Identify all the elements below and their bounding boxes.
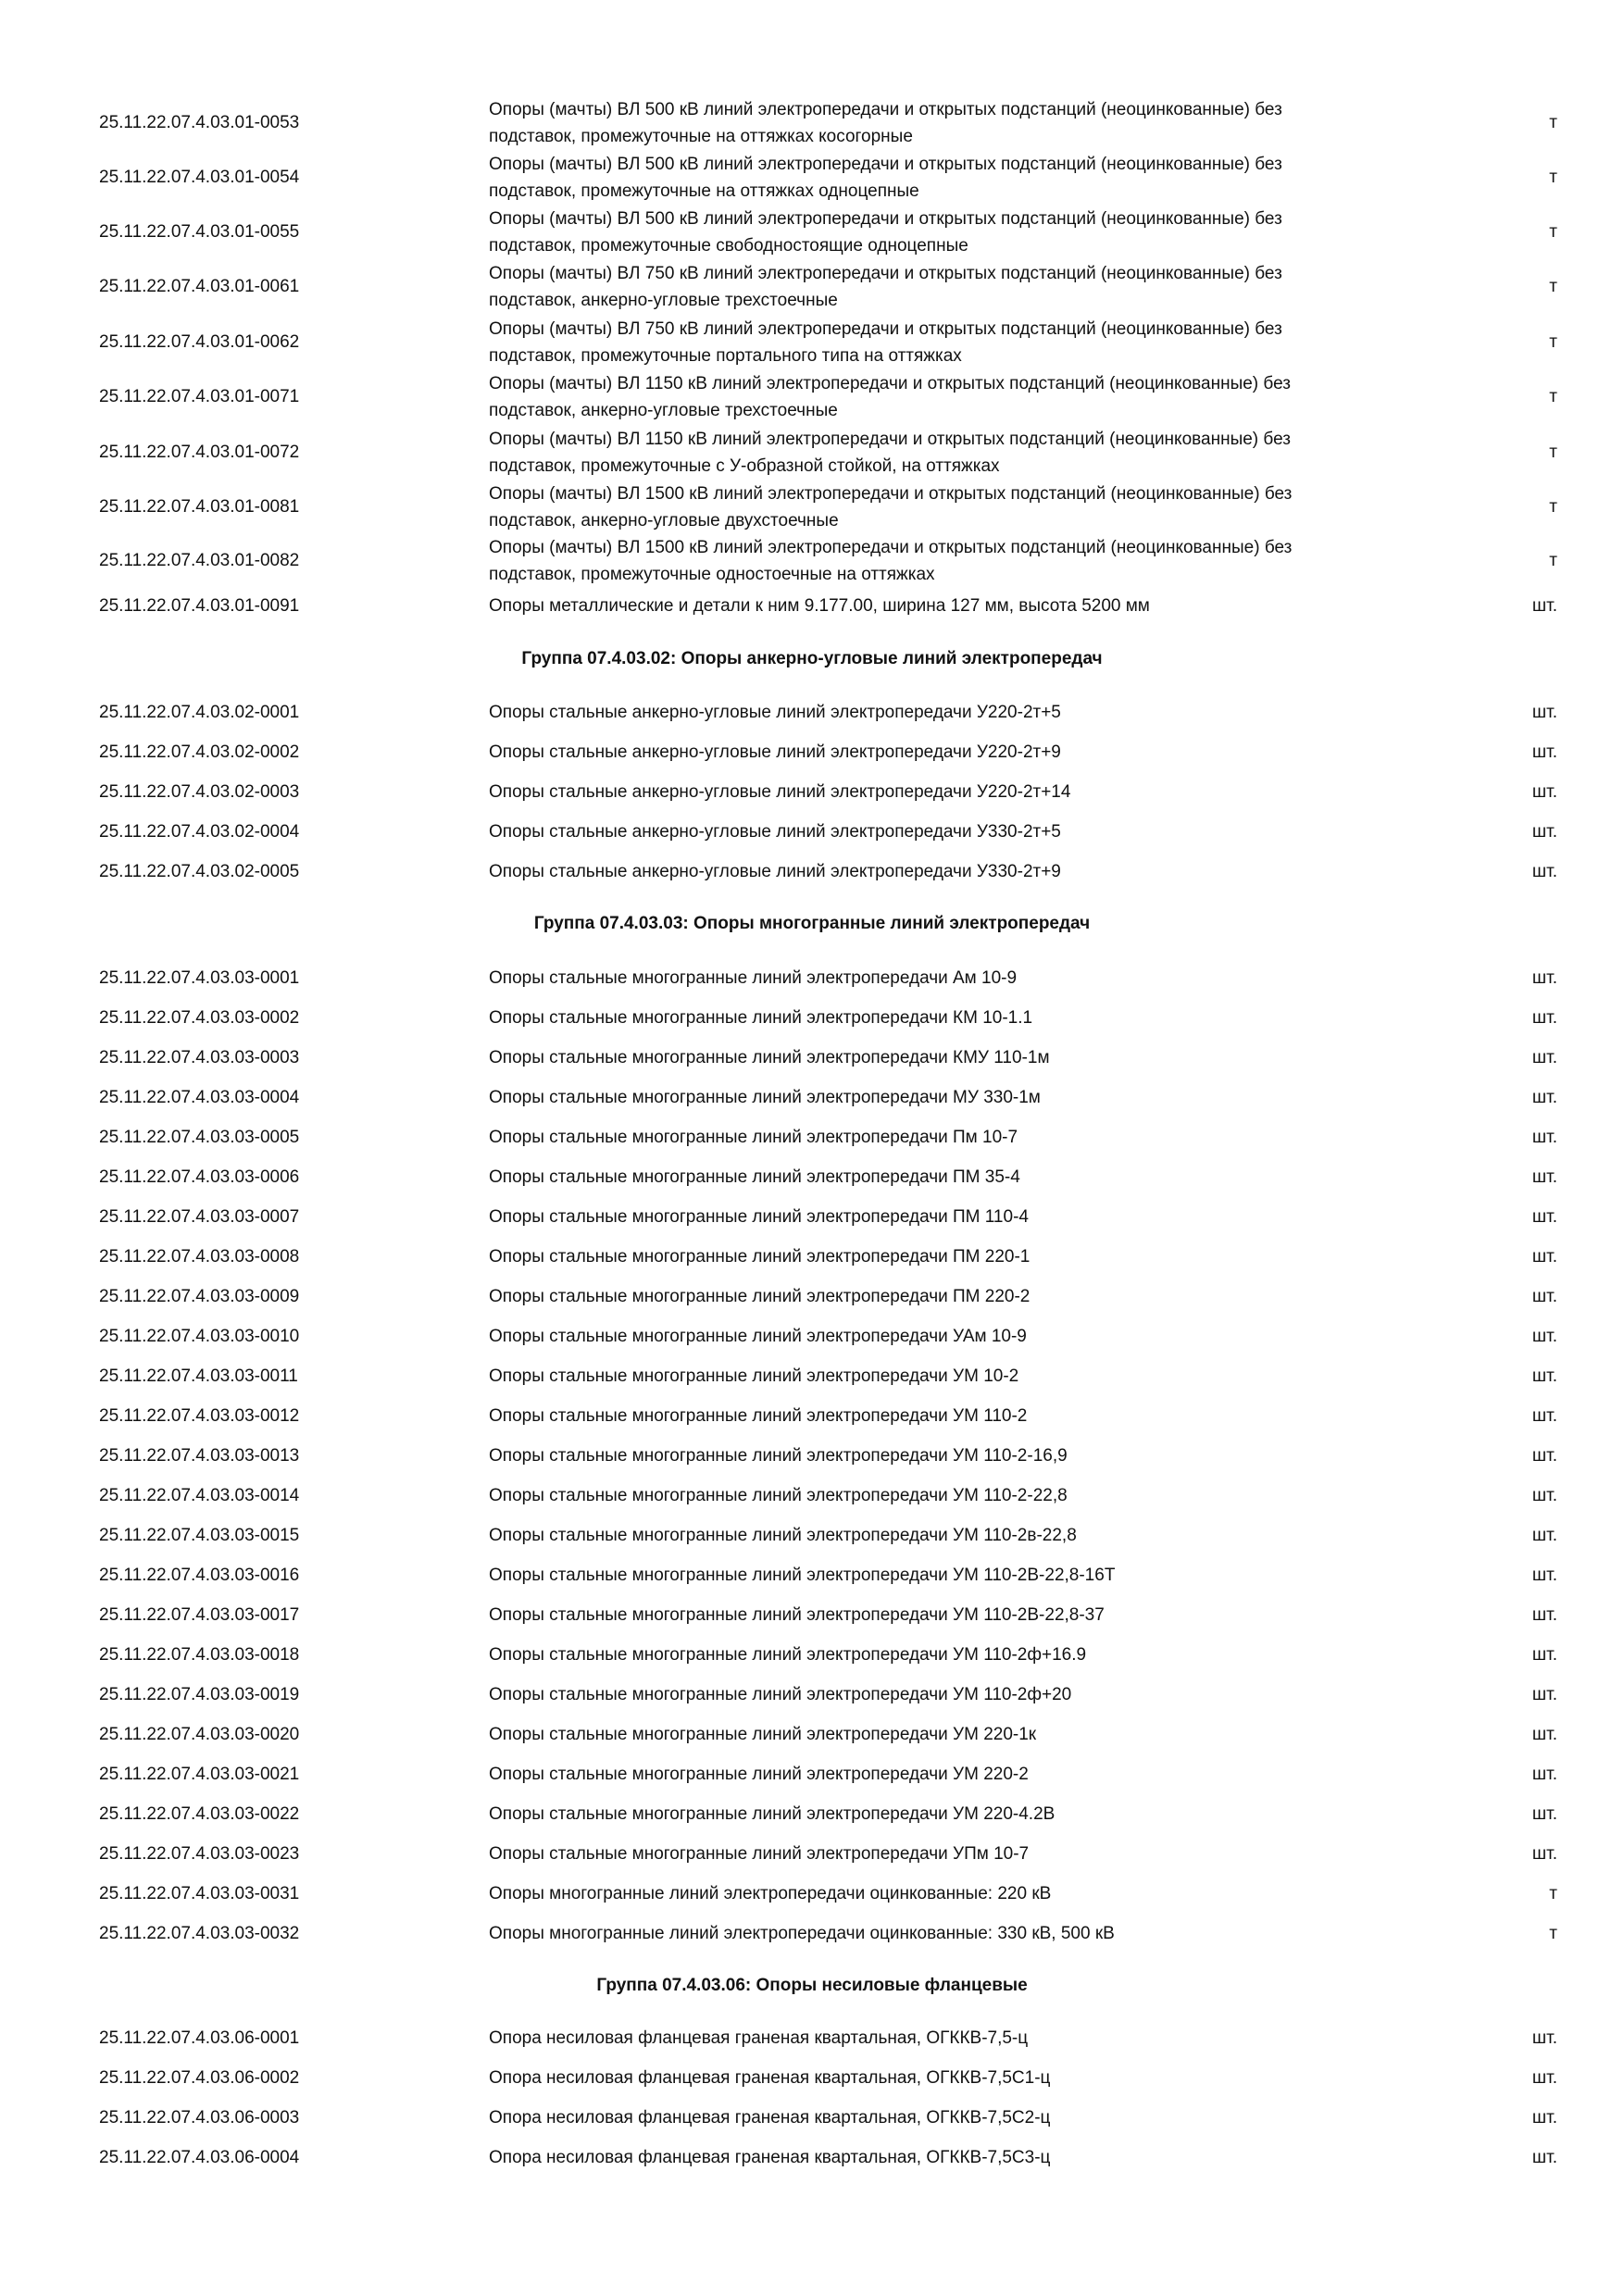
item-name — [489, 1841, 1415, 1868]
item-name — [489, 1482, 1415, 1510]
item-code: 25.11.22.07.4.03.03-0015 — [99, 1526, 300, 1545]
item-unit: шт. — [1531, 1128, 1557, 1147]
item-code: 25.11.22.07.4.03.02-0004 — [99, 822, 300, 842]
item-name — [489, 2025, 1415, 2053]
item-code: 25.11.22.07.4.03.03-0032 — [99, 1924, 300, 1943]
item-unit: т — [1549, 277, 1557, 296]
item-name-line: подставок, промежуточные портального типа на оттяжках — [489, 346, 962, 366]
item-name-line: подставок, анкерно-угловые двухстоечные — [489, 511, 839, 530]
item-name-line: Опора несиловая фланцевая граненая квартальная, ОГККВ-7,5С2-ц — [489, 2108, 1051, 2128]
item-name-line: Опоры стальные анкерно-угловые линий электропередачи У330-2т+9 — [489, 862, 1061, 881]
item-name — [489, 260, 1415, 314]
item-unit: т — [1549, 113, 1557, 132]
item-name-line: Опоры стальные многогранные линий электропередачи Пм 10-7 — [489, 1128, 1018, 1147]
item-name-line: Опора несиловая фланцевая граненая квартальная, ОГККВ-7,5С3-ц — [489, 2148, 1051, 2167]
item-unit: шт. — [1531, 1566, 1557, 1585]
item-name-line: Опоры (мачты) ВЛ 500 кВ линий электропередачи и открытых подстанций (неоцинкованные) без — [489, 100, 1282, 119]
item-code: 25.11.22.07.4.03.02-0003 — [99, 782, 300, 802]
item-name-line: Опоры стальные многогранные линий электропередачи УМ 220-2 — [489, 1765, 1029, 1784]
item-name-line: Опоры стальные анкерно-угловые линий электропередачи У330-2т+5 — [489, 822, 1061, 842]
item-name-line: Опоры стальные многогранные линий электропередачи Ам 10-9 — [489, 968, 1018, 988]
item-name — [489, 1243, 1415, 1271]
item-code: 25.11.22.07.4.03.01-0091 — [99, 596, 300, 616]
item-code: 25.11.22.07.4.03.03-0010 — [99, 1327, 300, 1346]
item-name — [489, 1681, 1415, 1709]
item-unit: шт. — [1531, 2148, 1557, 2167]
item-code: 25.11.22.07.4.03.03-0023 — [99, 1844, 300, 1864]
item-unit: шт. — [1531, 1804, 1557, 1824]
item-unit: шт. — [1531, 1725, 1557, 1744]
item-name-line: Опоры стальные многогранные линий электропередачи МУ 330-1м — [489, 1088, 1041, 1107]
group-heading: Группа 07.4.03.06: Опоры несиловые фланцевые — [596, 1976, 1028, 1995]
item-code: 25.11.22.07.4.03.03-0014 — [99, 1486, 300, 1505]
item-name-line: Опоры стальные многогранные линий электропередачи УАм 10-9 — [489, 1327, 1027, 1346]
item-name — [489, 1084, 1415, 1112]
item-unit: шт. — [1531, 1088, 1557, 1107]
item-name — [489, 1403, 1415, 1430]
item-unit: т — [1549, 497, 1557, 517]
item-name — [489, 1004, 1415, 1032]
item-name — [489, 699, 1415, 727]
item-code: 25.11.22.07.4.03.03-0003 — [99, 1048, 300, 1067]
item-unit: шт. — [1531, 1167, 1557, 1187]
item-code: 25.11.22.07.4.03.01-0062 — [99, 332, 300, 352]
item-name — [489, 1602, 1415, 1629]
item-unit: шт. — [1531, 596, 1557, 616]
item-unit: шт. — [1531, 968, 1557, 988]
item-name-line: Опоры стальные многогранные линий электропередачи УМ 110-2В-22,8-37 — [489, 1605, 1105, 1625]
item-name-line: Опора несиловая фланцевая граненая квартальная, ОГККВ-7,5С1-ц — [489, 2068, 1051, 2088]
item-unit: шт. — [1531, 1844, 1557, 1864]
item-code: 25.11.22.07.4.03.06-0001 — [99, 2028, 300, 2048]
item-name-line: Опоры стальные многогранные линий электропередачи КМ 10-1.1 — [489, 1008, 1033, 1028]
item-unit: шт. — [1531, 742, 1557, 762]
item-name-line: подставок, промежуточные одностоечные на оттяжках — [489, 565, 935, 584]
item-code: 25.11.22.07.4.03.03-0018 — [99, 1645, 300, 1665]
item-name-line: Опоры стальные многогранные линий электропередачи УМ 110-2в-22,8 — [489, 1526, 1077, 1545]
item-name — [489, 206, 1415, 259]
group-heading: Группа 07.4.03.03: Опоры многогранные линий электропередач — [533, 914, 1091, 933]
item-name — [489, 1044, 1415, 1072]
item-name — [489, 2065, 1415, 2092]
item-code: 25.11.22.07.4.03.03-0012 — [99, 1406, 300, 1426]
item-unit: шт. — [1531, 2108, 1557, 2128]
item-unit: шт. — [1531, 1327, 1557, 1346]
item-unit: шт. — [1531, 1645, 1557, 1665]
item-code: 25.11.22.07.4.03.03-0001 — [99, 968, 300, 988]
item-name — [489, 1363, 1415, 1391]
item-unit: шт. — [1531, 862, 1557, 881]
item-unit: шт. — [1531, 1685, 1557, 1704]
item-unit: шт. — [1531, 2068, 1557, 2088]
item-name — [489, 96, 1415, 150]
item-name-line: подставок, анкерно-угловые трехстоечные — [489, 291, 838, 310]
item-name — [489, 1164, 1415, 1192]
item-code: 25.11.22.07.4.03.03-0031 — [99, 1884, 300, 1903]
item-name — [489, 1323, 1415, 1351]
item-name — [489, 316, 1415, 369]
item-name — [489, 818, 1415, 846]
item-unit: т — [1549, 222, 1557, 242]
item-unit: шт. — [1531, 703, 1557, 722]
item-name-line: Опоры стальные многогранные линий электропередачи УМ 110-2В-22,8-16Т — [489, 1566, 1116, 1585]
item-code: 25.11.22.07.4.03.03-0009 — [99, 1287, 300, 1306]
item-code: 25.11.22.07.4.03.01-0081 — [99, 497, 300, 517]
item-name — [489, 1124, 1415, 1152]
item-name — [489, 1880, 1415, 1908]
item-unit: шт. — [1531, 1605, 1557, 1625]
item-name-line: Опоры стальные многогранные линий электропередачи ПМ 220-2 — [489, 1287, 1031, 1306]
item-name-line: Опоры (мачты) ВЛ 500 кВ линий электропередачи и открытых подстанций (неоцинкованные) без — [489, 155, 1282, 174]
item-name — [489, 2144, 1415, 2172]
item-name — [489, 151, 1415, 205]
item-unit: шт. — [1531, 1406, 1557, 1426]
item-name-line: Опоры (мачты) ВЛ 750 кВ линий электропередачи и открытых подстанций (неоцинкованные) без — [489, 319, 1282, 339]
item-code: 25.11.22.07.4.03.03-0022 — [99, 1804, 300, 1824]
item-unit: т — [1549, 1884, 1557, 1903]
item-code: 25.11.22.07.4.03.01-0082 — [99, 551, 300, 570]
item-name-line: Опоры стальные многогранные линий электропередачи УМ 220-4.2В — [489, 1804, 1056, 1824]
item-name-line: Опоры стальные многогранные линий электропередачи УМ 110-2 — [489, 1406, 1028, 1426]
item-name-line: Опоры стальные многогранные линий электропередачи УМ 110-2-22,8 — [489, 1486, 1068, 1505]
item-unit: шт. — [1531, 1486, 1557, 1505]
item-unit: шт. — [1531, 1446, 1557, 1466]
item-name-line: Опоры стальные многогранные линий электропередачи УМ 220-1к — [489, 1725, 1037, 1744]
item-name — [489, 1920, 1415, 1948]
item-name — [489, 739, 1415, 767]
item-name-line: Опоры стальные анкерно-угловые линий электропередачи У220-2т+5 — [489, 703, 1061, 722]
item-code: 25.11.22.07.4.03.03-0011 — [99, 1366, 298, 1386]
item-name-line: Опоры стальные многогранные линий электропередачи КМУ 110-1м — [489, 1048, 1050, 1067]
item-unit: т — [1549, 387, 1557, 406]
item-name-line: Опоры (мачты) ВЛ 1150 кВ линий электропередачи и открытых подстанций (неоцинкованные) без — [489, 430, 1291, 449]
item-name-line: Опоры (мачты) ВЛ 1500 кВ линий электропередачи и открытых подстанций (неоцинкованные) без — [489, 538, 1293, 557]
item-name-line: Опоры стальные многогранные линий электропередачи УПм 10-7 — [489, 1844, 1030, 1864]
item-name — [489, 370, 1415, 424]
item-code: 25.11.22.07.4.03.01-0055 — [99, 222, 300, 242]
item-code: 25.11.22.07.4.03.02-0001 — [99, 703, 300, 722]
item-unit: шт. — [1531, 2028, 1557, 2048]
item-code: 25.11.22.07.4.03.03-0016 — [99, 1566, 300, 1585]
item-name-line: Опоры стальные анкерно-угловые линий электропередачи У220-2т+14 — [489, 782, 1071, 802]
item-code: 25.11.22.07.4.03.01-0054 — [99, 168, 300, 187]
item-name-line: Опора несиловая фланцевая граненая квартальная, ОГККВ-7,5-ц — [489, 2028, 1029, 2048]
item-name-line: подставок, промежуточные на оттяжках косогорные — [489, 127, 913, 146]
item-code: 25.11.22.07.4.03.03-0021 — [99, 1765, 300, 1784]
item-name — [489, 1204, 1415, 1231]
item-name-line: подставок, анкерно-угловые трехстоечные — [489, 401, 838, 420]
item-code: 25.11.22.07.4.03.02-0002 — [99, 742, 300, 762]
item-name-line: Опоры стальные многогранные линий электропередачи УМ 110-2ф+16.9 — [489, 1645, 1087, 1665]
item-code: 25.11.22.07.4.03.03-0004 — [99, 1088, 300, 1107]
item-unit: шт. — [1531, 1765, 1557, 1784]
item-unit: т — [1549, 551, 1557, 570]
item-code: 25.11.22.07.4.03.03-0005 — [99, 1128, 300, 1147]
item-name-line: Опоры (мачты) ВЛ 500 кВ линий электропередачи и открытых подстанций (неоцинкованные) без — [489, 209, 1282, 229]
item-name — [489, 1522, 1415, 1550]
item-code: 25.11.22.07.4.03.03-0013 — [99, 1446, 300, 1466]
item-name-line: Опоры стальные многогранные линий электропередачи ПМ 220-1 — [489, 1247, 1031, 1267]
item-code: 25.11.22.07.4.03.03-0002 — [99, 1008, 300, 1028]
item-code: 25.11.22.07.4.03.02-0005 — [99, 862, 300, 881]
item-code: 25.11.22.07.4.03.03-0019 — [99, 1685, 300, 1704]
item-unit: шт. — [1531, 1526, 1557, 1545]
item-code: 25.11.22.07.4.03.01-0071 — [99, 387, 300, 406]
item-unit: т — [1549, 1924, 1557, 1943]
item-name — [489, 534, 1415, 588]
item-code: 25.11.22.07.4.03.03-0017 — [99, 1605, 300, 1625]
item-name-line: Опоры (мачты) ВЛ 1150 кВ линий электропередачи и открытых подстанций (неоцинкованные) без — [489, 374, 1291, 393]
item-name-line: Опоры металлические и детали к ним 9.177.00, ширина 127 мм, высота 5200 мм — [489, 596, 1150, 616]
item-name-line: Опоры стальные многогранные линий электропередачи УМ 110-2-16,9 — [489, 1446, 1068, 1466]
item-code: 25.11.22.07.4.03.06-0003 — [99, 2108, 300, 2128]
item-unit: шт. — [1531, 1207, 1557, 1227]
item-unit: шт. — [1531, 1048, 1557, 1067]
item-name-line: Опоры стальные многогранные линий электропередачи ПМ 110-4 — [489, 1207, 1029, 1227]
item-name — [489, 1801, 1415, 1828]
item-name — [489, 593, 1415, 620]
item-name-line: подставок, промежуточные на оттяжках одноцепные — [489, 181, 919, 201]
item-name — [489, 965, 1415, 992]
item-unit: т — [1549, 332, 1557, 352]
item-name-line: подставок, промежуточные с У-образной стойкой, на оттяжках — [489, 456, 1000, 476]
item-name — [489, 1562, 1415, 1590]
item-name-line: Опоры стальные многогранные линий электропередачи ПМ 35-4 — [489, 1167, 1020, 1187]
item-name — [489, 426, 1415, 480]
item-name-line: Опоры стальные многогранные линий электропередачи УМ 110-2ф+20 — [489, 1685, 1072, 1704]
item-name — [489, 2104, 1415, 2132]
item-unit: т — [1549, 443, 1557, 462]
item-name — [489, 858, 1415, 886]
item-code: 25.11.22.07.4.03.03-0006 — [99, 1167, 300, 1187]
item-name — [489, 1761, 1415, 1789]
item-unit: шт. — [1531, 782, 1557, 802]
item-code: 25.11.22.07.4.03.03-0020 — [99, 1725, 300, 1744]
item-unit: т — [1549, 168, 1557, 187]
item-name-line: Опоры (мачты) ВЛ 750 кВ линий электропередачи и открытых подстанций (неоцинкованные) без — [489, 264, 1282, 283]
item-code: 25.11.22.07.4.03.01-0072 — [99, 443, 300, 462]
item-code: 25.11.22.07.4.03.06-0004 — [99, 2148, 300, 2167]
item-code: 25.11.22.07.4.03.03-0007 — [99, 1207, 300, 1227]
item-name — [489, 1442, 1415, 1470]
item-name-line: Опоры многогранные линий электропередачи оцинкованные: 220 кВ — [489, 1884, 1052, 1903]
item-name — [489, 1283, 1415, 1311]
item-code: 25.11.22.07.4.03.03-0008 — [99, 1247, 300, 1267]
item-name-line: Опоры многогранные линий электропередачи оцинкованные: 330 кВ, 500 кВ — [489, 1924, 1115, 1943]
item-unit: шт. — [1531, 1287, 1557, 1306]
item-name-line: Опоры стальные многогранные линий электропередачи УМ 10-2 — [489, 1366, 1019, 1386]
item-code: 25.11.22.07.4.03.06-0002 — [99, 2068, 300, 2088]
item-name — [489, 1721, 1415, 1749]
item-name-line: Опоры (мачты) ВЛ 1500 кВ линий электропередачи и открытых подстанций (неоцинкованные) без — [489, 484, 1293, 504]
item-code: 25.11.22.07.4.03.01-0061 — [99, 277, 300, 296]
item-unit: шт. — [1531, 1008, 1557, 1028]
item-name — [489, 480, 1415, 534]
item-unit: шт. — [1531, 1247, 1557, 1267]
item-unit: шт. — [1531, 822, 1557, 842]
item-name — [489, 1641, 1415, 1669]
item-name-line: Опоры стальные анкерно-угловые линий электропередачи У220-2т+9 — [489, 742, 1061, 762]
item-code: 25.11.22.07.4.03.01-0053 — [99, 113, 300, 132]
item-unit: шт. — [1531, 1366, 1557, 1386]
group-heading: Группа 07.4.03.02: Опоры анкерно-угловые линий электропередач — [521, 649, 1103, 668]
item-name-line: подставок, промежуточные свободностоящие одноцепные — [489, 236, 968, 256]
item-name — [489, 779, 1415, 806]
